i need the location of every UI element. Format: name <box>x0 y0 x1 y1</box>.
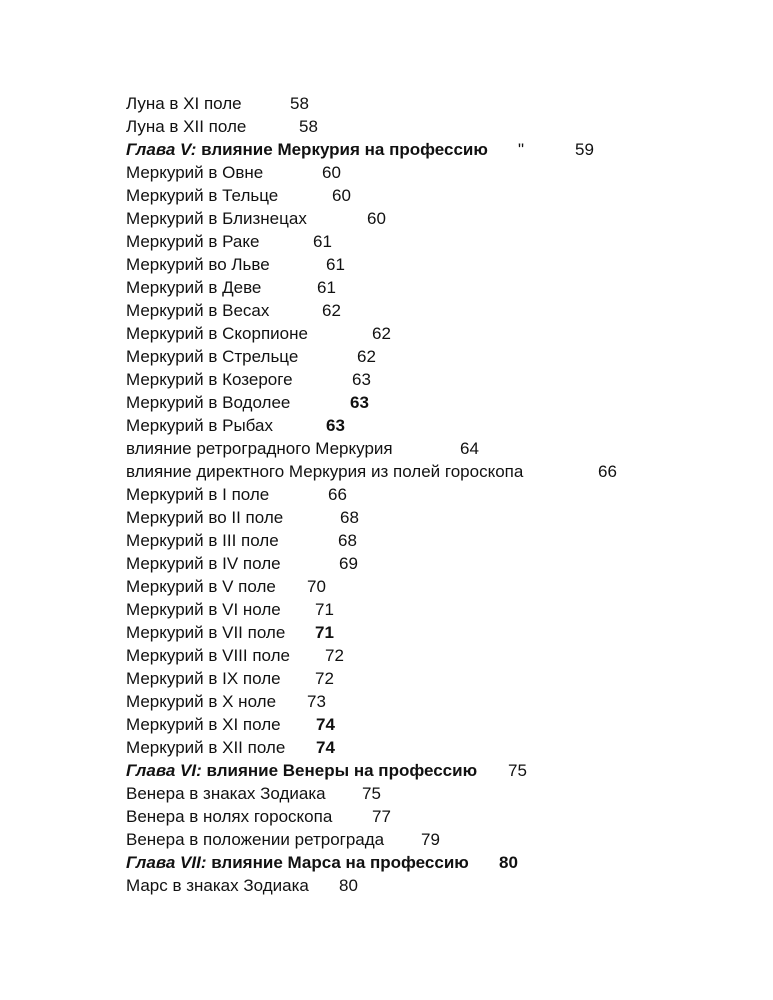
entry-page: 71 <box>315 600 334 619</box>
entry-page: 58 <box>299 117 318 136</box>
entry-page: 66 <box>598 462 617 481</box>
entry-title: Марс в знаках Зодиака <box>126 876 309 895</box>
entry-page: 77 <box>372 807 391 826</box>
entry-title: Луна в XI поле <box>126 94 242 113</box>
entry-title: Меркурий в VI ноле <box>126 600 281 619</box>
entry-page: 74 <box>316 738 335 757</box>
entry-page: 72 <box>325 646 344 665</box>
entry-page: 75 <box>362 784 381 803</box>
entry-title: Меркурий в XI поле <box>126 715 281 734</box>
entry-title: Меркурий в I поле <box>126 485 270 504</box>
entry-title: Меркурий в Овне <box>126 163 264 182</box>
entry-title: Меркурий в Раке <box>126 232 260 251</box>
entry-page: 74 <box>316 715 335 734</box>
chapter-title: влияние Марса на профессию <box>206 853 469 872</box>
entry-page: 79 <box>421 830 440 849</box>
entry-page: 61 <box>326 255 345 274</box>
entry-title: Меркурий в IX поле <box>126 669 281 688</box>
entry-title: влияние ретроградного Меркурия <box>126 439 393 458</box>
entry-page: 80 <box>339 876 358 895</box>
chapter-label: Глава VII: <box>126 853 207 872</box>
entry-title: Меркурий в Тельце <box>126 186 279 205</box>
entry-title: Меркурий в Водолее <box>126 393 291 412</box>
entry-title: Меркурий в Деве <box>126 278 262 297</box>
entry-page: 71 <box>315 623 334 642</box>
entry-title: Меркурий в VII поле <box>126 623 286 642</box>
entry-title: Венера в положении ретроградa <box>126 830 385 849</box>
entry-title: Меркурий в XII поле <box>126 738 286 757</box>
entry-page: 60 <box>332 186 351 205</box>
chapter-label: Глава V: <box>126 140 197 159</box>
entry-page: 72 <box>315 669 334 688</box>
entry-page: 69 <box>339 554 358 573</box>
entry-page: 66 <box>328 485 347 504</box>
entry-title: Луна в XII поле <box>126 117 247 136</box>
chapter-title: влияние Венеры на профессию <box>201 761 478 780</box>
entry-title: Меркурий в V поле <box>126 577 276 596</box>
entry-title: Меркурий в Близнецах <box>126 209 307 228</box>
entry-page: 70 <box>307 577 326 596</box>
entry-page: 62 <box>372 324 391 343</box>
entry-title: влияние директного Меркурия из полей гороскопа <box>126 462 524 481</box>
entry-page: 63 <box>350 393 369 412</box>
stray-mark: " <box>518 140 525 159</box>
entry-title: Меркурий в IV поле <box>126 554 281 573</box>
entry-title: Меркурий в Рыбах <box>126 416 273 435</box>
entry-page: 80 <box>499 853 518 872</box>
entry-page: 59 <box>575 140 594 159</box>
entry-page: 68 <box>338 531 357 550</box>
entry-page: 62 <box>322 301 341 320</box>
entry-title: Меркурий в X ноле <box>126 692 277 711</box>
entry-page: 63 <box>326 416 345 435</box>
entry-title: Меркурий во II поле <box>126 508 284 527</box>
entry-page: 61 <box>313 232 332 251</box>
entry-title: Меркурий в Скорпионе <box>126 324 308 343</box>
entry-title: Венера в нолях гороскопа <box>126 807 333 826</box>
entry-page: 68 <box>340 508 359 527</box>
entry-page: 73 <box>307 692 326 711</box>
entry-title: Меркурий в Весах <box>126 301 270 320</box>
entry-page: 60 <box>322 163 341 182</box>
entry-page: 63 <box>352 370 371 389</box>
chapter-label: Глава VI: <box>126 761 202 780</box>
entry-title: Меркурий в Козероге <box>126 370 293 389</box>
entry-page: 75 <box>508 761 527 780</box>
entry-title: Венера в знаках Зодиака <box>126 784 326 803</box>
entry-page: 64 <box>460 439 479 458</box>
entry-title: Меркурий в Стрельце <box>126 347 299 366</box>
entry-title: Меркурий в VIII поле <box>126 646 291 665</box>
chapter-title: влияние Меркурия на профессию <box>196 140 488 159</box>
entry-page: 61 <box>317 278 336 297</box>
entry-page: 60 <box>367 209 386 228</box>
entry-page: 58 <box>290 94 309 113</box>
entry-title: Меркурий в III поле <box>126 531 279 550</box>
entry-page: 62 <box>357 347 376 366</box>
entry-title: Меркурий во Льве <box>126 255 270 274</box>
